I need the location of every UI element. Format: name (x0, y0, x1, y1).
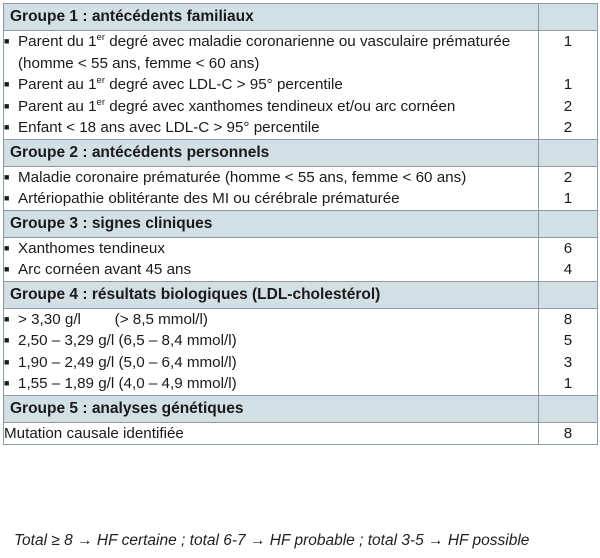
square-bullet-icon: ■ (4, 79, 10, 89)
criterion-score: 2 (563, 97, 573, 115)
dutch-score-table (3, 3, 598, 445)
right-arrow-icon: → (428, 532, 444, 549)
criterion-text (18, 188, 538, 210)
criterion-score: 1 (563, 375, 573, 392)
criterion-item (4, 373, 538, 395)
criterion-item (4, 96, 538, 118)
criterion-item (4, 117, 538, 139)
criterion-score: 1 (563, 76, 573, 93)
criterion-text (18, 309, 538, 331)
criterion-text (18, 117, 538, 139)
group-header-row (4, 139, 598, 166)
group-header-score-cell (539, 139, 598, 166)
criterion-text (4, 423, 538, 445)
criteria-cell (4, 308, 539, 395)
ordinal-superscript: er (96, 32, 105, 43)
criterion-text-main: Parent au 1 (18, 76, 97, 93)
square-bullet-icon: ■ (4, 313, 10, 324)
criterion-item (4, 188, 538, 210)
square-bullet-icon: ■ (4, 378, 10, 388)
criterion-item (4, 238, 538, 260)
criterion-text-rest: degré avec LDL-C > 95° percentile (104, 76, 343, 93)
square-bullet-icon: ■ (4, 264, 10, 274)
square-bullet-icon: ■ (4, 171, 10, 182)
criterion-item (4, 330, 538, 352)
criterion-text (18, 74, 538, 96)
criterion-text-main: Enfant < 18 ans avec LDL-C > 95° percentile (18, 119, 320, 136)
criterion-score: 5 (563, 332, 573, 349)
criterion-score: 1 (563, 33, 573, 50)
criterion-item (4, 259, 538, 281)
square-bullet-icon: ■ (4, 242, 10, 253)
criterion-text (18, 259, 538, 281)
group-title: Groupe 3 : signes cliniques (4, 210, 539, 237)
criterion-item (4, 309, 538, 331)
criterion-text (18, 238, 538, 260)
group-header-row (4, 4, 598, 31)
criterion-score: 2 (563, 168, 573, 186)
criterion-item (4, 31, 538, 74)
criterion-text (18, 167, 538, 189)
group-header-row (4, 210, 598, 237)
criterion-score: 6 (563, 239, 573, 257)
criterion-item (4, 423, 538, 445)
score-table-container (3, 3, 597, 445)
criterion-text-main: 2,50 – 3,29 g/l (6,5 – 8,4 mmol/l) (18, 332, 237, 349)
footer-text-2: HF certaine ; total 6-7 (92, 532, 250, 549)
group-header-score-cell (539, 281, 598, 308)
criterion-score: 8 (563, 310, 573, 328)
criteria-cell (4, 422, 539, 445)
footer-text-1: Total ≥ 8 (14, 532, 78, 549)
group-body-row (4, 308, 598, 395)
criterion-text-main: Artériopathie oblitérante des MI ou cérébrale prématurée (18, 190, 400, 207)
criterion-score: 8 (563, 424, 573, 442)
group-title: Groupe 4 : résultats biologiques (LDL-cholestérol) (4, 281, 539, 308)
criterion-score: 2 (563, 119, 573, 136)
group-body-row (4, 422, 598, 445)
criterion-text-main: > 3,30 g/l (> 8,5 mmol/l) (18, 310, 208, 328)
criterion-text (18, 96, 538, 118)
criterion-text-main: Arc cornéen avant 45 ans (18, 261, 192, 278)
criterion-score: 4 (563, 261, 573, 278)
group-header-row (4, 281, 598, 308)
criterion-item (4, 74, 538, 96)
criterion-text-rest: degré avec xanthomes tendineux et/ou arc cornéen (104, 97, 456, 115)
group-title: Groupe 5 : analyses génétiques (4, 395, 539, 422)
square-bullet-icon: ■ (4, 100, 10, 111)
criterion-text-main: Mutation causale identifiée (4, 424, 184, 442)
group-title: Groupe 1 : antécédents familiaux (4, 4, 539, 31)
criterion-text-rest: degré avec maladie coronarienne ou vasculaire prématurée (homme < 55 ans, femme < 60 ans) (18, 33, 511, 72)
score-cell (539, 308, 598, 395)
criterion-text-main: Parent au 1 (18, 97, 97, 115)
group-header-score-cell (539, 4, 598, 31)
group-header-score-cell (539, 210, 598, 237)
group-body-row (4, 166, 598, 210)
criterion-text-main: 1,55 – 1,89 g/l (4,0 – 4,9 mmol/l) (18, 375, 237, 392)
criterion-text-main: Maladie coronaire prématurée (homme < 55 ans, femme < 60 ans) (18, 168, 467, 186)
criterion-score: 3 (563, 353, 573, 371)
score-cell (539, 166, 598, 210)
square-bullet-icon: ■ (4, 36, 10, 46)
square-bullet-icon: ■ (4, 122, 10, 132)
criteria-cell (4, 31, 539, 140)
criterion-text (18, 373, 538, 395)
group-body-row (4, 31, 598, 140)
criterion-text-main: Xanthomes tendineux (18, 239, 165, 257)
criterion-text (18, 330, 538, 352)
square-bullet-icon: ■ (4, 335, 10, 345)
footer-text-4: HF possible (443, 532, 530, 549)
square-bullet-icon: ■ (4, 356, 10, 367)
footer-text-3: HF probable ; total 3-5 (265, 532, 429, 549)
score-cell (539, 422, 598, 445)
score-interpretation-footer (14, 532, 529, 550)
square-bullet-icon: ■ (4, 193, 10, 203)
criterion-text-main: 1,90 – 2,49 g/l (5,0 – 6,4 mmol/l) (18, 353, 237, 371)
group-body-row (4, 237, 598, 281)
group-header-score-cell (539, 395, 598, 422)
criterion-text-main: Parent du 1 (18, 33, 97, 50)
score-cell (539, 31, 598, 140)
group-title: Groupe 2 : antécédents personnels (4, 139, 539, 166)
criterion-item (4, 352, 538, 374)
ordinal-superscript: er (96, 75, 105, 86)
criteria-cell (4, 237, 539, 281)
criterion-text (18, 352, 538, 374)
criterion-item (4, 167, 538, 189)
right-arrow-icon: → (77, 532, 93, 549)
group-header-row (4, 395, 598, 422)
ordinal-superscript: er (96, 96, 105, 108)
criterion-text (18, 31, 538, 74)
right-arrow-icon: → (249, 532, 266, 549)
criteria-cell (4, 166, 539, 210)
score-cell (539, 237, 598, 281)
criterion-score: 1 (563, 190, 573, 207)
